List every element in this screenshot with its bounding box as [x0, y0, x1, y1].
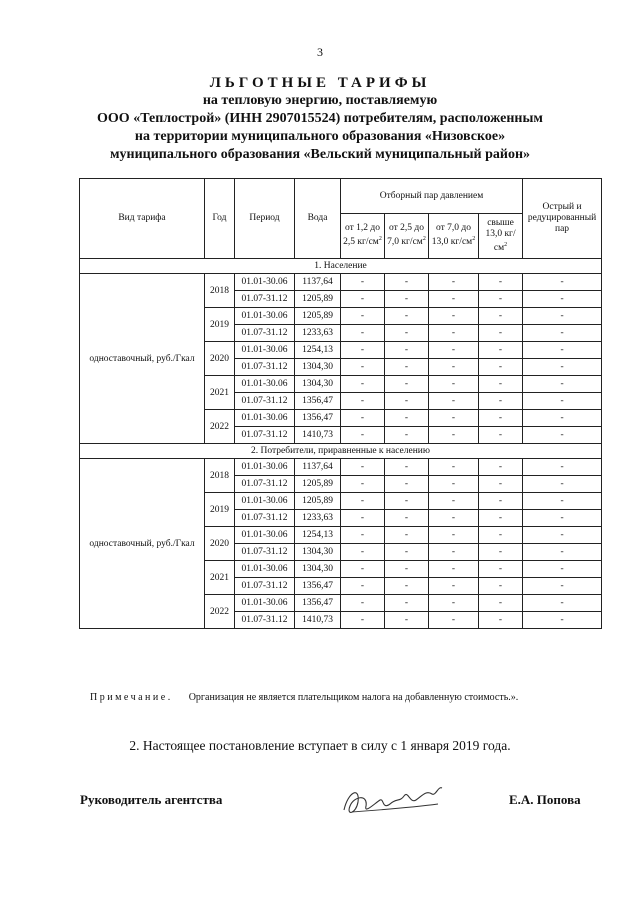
water-tariff-cell: 1304,30: [295, 544, 341, 561]
empty-value-cell: -: [479, 527, 523, 544]
col-header-water: Вода: [295, 179, 341, 259]
empty-value-cell: -: [429, 376, 479, 393]
empty-value-cell: -: [523, 291, 602, 308]
empty-value-cell: -: [479, 393, 523, 410]
document-header: [0, 74, 640, 164]
period-cell: 01.01-30.06: [235, 595, 295, 612]
water-tariff-cell: 1304,30: [295, 359, 341, 376]
empty-value-cell: -: [341, 612, 385, 629]
year-cell: 2018: [205, 274, 235, 308]
water-tariff-cell: 1356,47: [295, 595, 341, 612]
note-label: Примечание.: [90, 692, 173, 703]
empty-value-cell: -: [523, 359, 602, 376]
empty-value-cell: -: [385, 561, 429, 578]
water-tariff-cell: 1233,63: [295, 510, 341, 527]
period-cell: 01.07-31.12: [235, 510, 295, 527]
year-cell: 2018: [205, 459, 235, 493]
empty-value-cell: -: [479, 493, 523, 510]
col-header-period: Период: [235, 179, 295, 259]
empty-value-cell: -: [429, 274, 479, 291]
empty-value-cell: -: [523, 459, 602, 476]
period-cell: 01.01-30.06: [235, 342, 295, 359]
empty-value-cell: -: [385, 595, 429, 612]
empty-value-cell: -: [341, 410, 385, 427]
signatory-title: Руководитель агентства: [80, 792, 223, 807]
empty-value-cell: -: [341, 527, 385, 544]
empty-value-cell: -: [385, 427, 429, 444]
period-cell: 01.01-30.06: [235, 561, 295, 578]
empty-value-cell: -: [523, 561, 602, 578]
note-text: Организация не является плательщиком налога на добавленную стоимость.».: [188, 692, 519, 703]
empty-value-cell: -: [341, 544, 385, 561]
empty-value-cell: -: [523, 510, 602, 527]
period-cell: 01.07-31.12: [235, 325, 295, 342]
year-cell: 2020: [205, 527, 235, 561]
period-cell: 01.07-31.12: [235, 359, 295, 376]
empty-value-cell: -: [385, 393, 429, 410]
water-tariff-cell: 1410,73: [295, 427, 341, 444]
empty-value-cell: -: [341, 510, 385, 527]
empty-value-cell: -: [479, 291, 523, 308]
period-cell: 01.01-30.06: [235, 274, 295, 291]
empty-value-cell: -: [479, 308, 523, 325]
col-header-steam-4: свыше 13,0 $кг/см^2$: [479, 214, 523, 259]
col-header-steam-3: от 7,0 до 13,0 $кг/см^2$: [429, 214, 479, 259]
empty-value-cell: -: [341, 476, 385, 493]
water-tariff-cell: 1254,13: [295, 342, 341, 359]
empty-value-cell: -: [341, 459, 385, 476]
empty-value-cell: -: [429, 359, 479, 376]
empty-value-cell: -: [385, 342, 429, 359]
year-cell: 2020: [205, 342, 235, 376]
water-tariff-cell: 1356,47: [295, 578, 341, 595]
empty-value-cell: -: [385, 527, 429, 544]
water-tariff-cell: 1304,30: [295, 561, 341, 578]
empty-value-cell: -: [385, 410, 429, 427]
empty-value-cell: -: [385, 544, 429, 561]
water-tariff-cell: 1356,47: [295, 393, 341, 410]
period-cell: 01.07-31.12: [235, 291, 295, 308]
empty-value-cell: -: [523, 325, 602, 342]
empty-value-cell: -: [429, 561, 479, 578]
empty-value-cell: -: [479, 427, 523, 444]
handwritten-signature: [338, 780, 454, 824]
empty-value-cell: -: [429, 510, 479, 527]
water-tariff-cell: 1205,89: [295, 291, 341, 308]
period-cell: 01.07-31.12: [235, 427, 295, 444]
empty-value-cell: -: [479, 544, 523, 561]
section-title: 2. Потребители, приравненные к населению: [80, 444, 602, 459]
empty-value-cell: -: [479, 359, 523, 376]
col-header-tariff-type: Вид тарифа: [80, 179, 205, 259]
period-cell: 01.01-30.06: [235, 459, 295, 476]
empty-value-cell: -: [429, 527, 479, 544]
empty-value-cell: -: [429, 427, 479, 444]
empty-value-cell: -: [385, 325, 429, 342]
year-cell: 2021: [205, 561, 235, 595]
note: [90, 692, 518, 703]
empty-value-cell: -: [429, 595, 479, 612]
empty-value-cell: -: [341, 493, 385, 510]
empty-value-cell: -: [341, 578, 385, 595]
empty-value-cell: -: [385, 510, 429, 527]
tariff-type-cell: одноставочный, руб./Гкал: [80, 459, 205, 629]
period-cell: 01.01-30.06: [235, 410, 295, 427]
tariff-table-body: [80, 259, 602, 629]
header-title: ЛЬГОТНЫЕ ТАРИФЫ: [209, 75, 431, 91]
empty-value-cell: -: [479, 578, 523, 595]
water-tariff-cell: 1233,63: [295, 325, 341, 342]
header-line-3: ООО «Теплострой» (ИНН 2907015524) потребителям, расположенным: [97, 111, 543, 126]
col-header-steam-1: от 1,2 до 2,5 $кг/см^2$: [341, 214, 385, 259]
signatory-name: Е.А. Попова: [509, 792, 581, 807]
period-cell: 01.01-30.06: [235, 527, 295, 544]
empty-value-cell: -: [385, 274, 429, 291]
empty-value-cell: -: [523, 393, 602, 410]
empty-value-cell: -: [429, 291, 479, 308]
empty-value-cell: -: [341, 325, 385, 342]
header-line-5: муниципального образования «Вельский муниципальный район»: [109, 147, 531, 162]
empty-value-cell: -: [385, 476, 429, 493]
empty-value-cell: -: [523, 427, 602, 444]
empty-value-cell: -: [523, 493, 602, 510]
empty-value-cell: -: [385, 459, 429, 476]
period-cell: 01.07-31.12: [235, 476, 295, 493]
clause-effective-date: 2. Настоящее постановление вступает в силу с 1 января 2019 года.: [129, 738, 511, 753]
empty-value-cell: -: [429, 476, 479, 493]
water-tariff-cell: 1410,73: [295, 612, 341, 629]
empty-value-cell: -: [341, 427, 385, 444]
empty-value-cell: -: [429, 578, 479, 595]
water-tariff-cell: 1254,13: [295, 527, 341, 544]
empty-value-cell: -: [479, 325, 523, 342]
period-cell: 01.01-30.06: [235, 493, 295, 510]
empty-value-cell: -: [429, 325, 479, 342]
empty-value-cell: -: [479, 612, 523, 629]
empty-value-cell: -: [341, 342, 385, 359]
year-cell: 2021: [205, 376, 235, 410]
year-cell: 2019: [205, 308, 235, 342]
empty-value-cell: -: [385, 578, 429, 595]
empty-value-cell: -: [523, 612, 602, 629]
empty-value-cell: -: [429, 544, 479, 561]
empty-value-cell: -: [385, 612, 429, 629]
empty-value-cell: -: [341, 291, 385, 308]
empty-value-cell: -: [385, 291, 429, 308]
table-row: [80, 459, 602, 476]
empty-value-cell: -: [479, 376, 523, 393]
empty-value-cell: -: [429, 308, 479, 325]
empty-value-cell: -: [479, 510, 523, 527]
page-number: 3: [317, 45, 323, 59]
empty-value-cell: -: [479, 459, 523, 476]
tariff-table: [79, 178, 602, 629]
empty-value-cell: -: [385, 359, 429, 376]
tariff-type-cell: одноставочный, руб./Гкал: [80, 274, 205, 444]
empty-value-cell: -: [341, 308, 385, 325]
empty-value-cell: -: [523, 544, 602, 561]
col-header-steam-2: от 2,5 до 7,0 $кг/см^2$: [385, 214, 429, 259]
empty-value-cell: -: [429, 612, 479, 629]
section-title: 1. Население: [80, 259, 602, 274]
empty-value-cell: -: [479, 595, 523, 612]
empty-value-cell: -: [429, 410, 479, 427]
empty-value-cell: -: [385, 308, 429, 325]
empty-value-cell: -: [429, 459, 479, 476]
empty-value-cell: -: [479, 342, 523, 359]
empty-value-cell: -: [479, 410, 523, 427]
water-tariff-cell: 1304,30: [295, 376, 341, 393]
empty-value-cell: -: [385, 493, 429, 510]
water-tariff-cell: 1356,47: [295, 410, 341, 427]
empty-value-cell: -: [341, 561, 385, 578]
empty-value-cell: -: [341, 359, 385, 376]
period-cell: 01.07-31.12: [235, 393, 295, 410]
empty-value-cell: -: [341, 274, 385, 291]
empty-value-cell: -: [523, 376, 602, 393]
table-row: [80, 274, 602, 291]
year-cell: 2022: [205, 595, 235, 629]
water-tariff-cell: 1205,89: [295, 493, 341, 510]
empty-value-cell: -: [523, 308, 602, 325]
water-tariff-cell: 1205,89: [295, 476, 341, 493]
water-tariff-cell: 1137,64: [295, 459, 341, 476]
empty-value-cell: -: [523, 342, 602, 359]
empty-value-cell: -: [429, 342, 479, 359]
empty-value-cell: -: [479, 561, 523, 578]
empty-value-cell: -: [523, 595, 602, 612]
empty-value-cell: -: [479, 476, 523, 493]
empty-value-cell: -: [429, 493, 479, 510]
period-cell: 01.01-30.06: [235, 308, 295, 325]
empty-value-cell: -: [429, 393, 479, 410]
col-header-year: Год: [205, 179, 235, 259]
empty-value-cell: -: [341, 595, 385, 612]
period-cell: 01.01-30.06: [235, 376, 295, 393]
year-cell: 2022: [205, 410, 235, 444]
header-line-4: на территории муниципального образования «Низовское»: [134, 129, 506, 144]
empty-value-cell: -: [385, 376, 429, 393]
empty-value-cell: -: [341, 376, 385, 393]
water-tariff-cell: 1137,64: [295, 274, 341, 291]
empty-value-cell: -: [523, 527, 602, 544]
empty-value-cell: -: [341, 393, 385, 410]
water-tariff-cell: 1205,89: [295, 308, 341, 325]
empty-value-cell: -: [523, 476, 602, 493]
empty-value-cell: -: [479, 274, 523, 291]
period-cell: 01.07-31.12: [235, 612, 295, 629]
header-line-2: на тепловую энергию, поставляемую: [202, 93, 438, 108]
col-header-steam-group: Отборный пар давлением: [341, 179, 523, 214]
period-cell: 01.07-31.12: [235, 578, 295, 595]
empty-value-cell: -: [523, 578, 602, 595]
col-header-sharp-steam: Острый и редуцированный пар: [523, 179, 602, 259]
year-cell: 2019: [205, 493, 235, 527]
empty-value-cell: -: [523, 410, 602, 427]
period-cell: 01.07-31.12: [235, 544, 295, 561]
empty-value-cell: -: [523, 274, 602, 291]
